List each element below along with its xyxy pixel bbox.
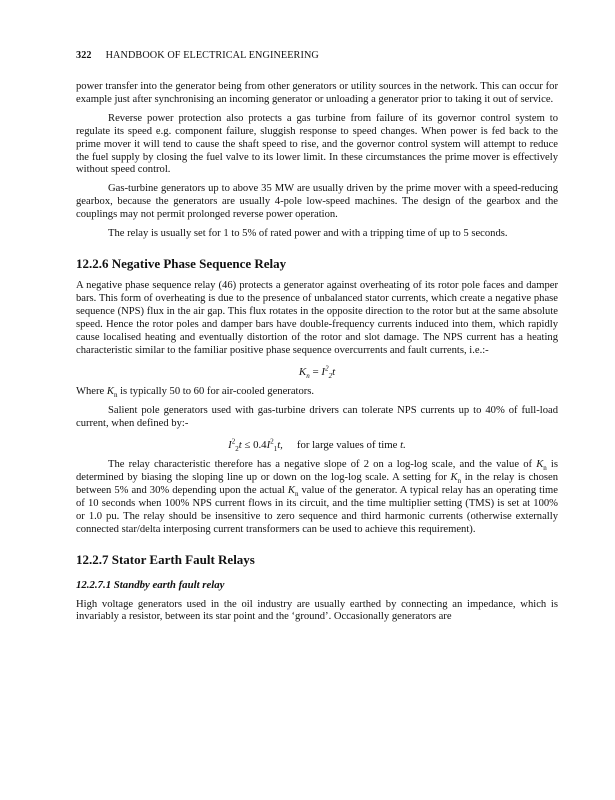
eq2-i-sup: 2 [231, 437, 236, 446]
eq2-i2-sub: 1 [273, 445, 278, 454]
paragraph-4: The relay is usually set for 1 to 5% of rated power and with a tripping time of up to 5 seconds. [108, 228, 508, 240]
eq2-i2-sup: 2 [270, 437, 274, 446]
p6-k: K [106, 386, 114, 398]
eq-i-sub: 2 [328, 372, 333, 381]
running-head-title: HANDBOOK OF ELECTRICAL ENGINEERING [105, 50, 319, 61]
paragraph-9: High voltage generators used in the oil industry are usually earthed by connecting an impedance, which is invariably a resistor, between its star point and the ‘ground’. Occasionally generators are [76, 598, 558, 623]
paragraph-8 [76, 459, 558, 536]
paragraph-6 [76, 386, 558, 399]
eq2-t-end: t. [400, 439, 406, 452]
eq-t: t [332, 366, 336, 379]
p6-text-b: is typically 50 to 60 for air-cooled generators. [117, 386, 315, 398]
eq2-i: I [228, 439, 232, 452]
equation-limit [76, 437, 558, 454]
p8-text-c: in the relay is chosen between 5% and 30% depending upon the actual [76, 472, 558, 496]
eq-equals: = [309, 366, 322, 379]
paragraph-2: Reverse power protection also protects a gas turbine from failure of its governor control system to regulate its speed e.g. component failure, sluggish response to speed changes. When power is fed back to the prime mover it will tend to cause the shaft speed to rise, and the governor control system will attempt to reduce the fuel supply by closing the fuel valve to its lower limit. In these circumstances the prime mover is effectively without speed control. [76, 112, 558, 176]
p8-k2: K [450, 472, 458, 484]
equation-kn [76, 364, 558, 381]
p6-text-a: Where [76, 386, 107, 398]
p8-k3: K [287, 484, 295, 496]
eq2-i-sub: 2 [235, 445, 239, 454]
p8-k3-sub: n [294, 490, 299, 499]
p8-k1-sub: n [543, 464, 547, 473]
p8-text-b: is determined by biasing the sloping line up or down on the log-log scale. A setting for [76, 459, 558, 484]
eq2-i2: I [266, 439, 271, 452]
eq-k-sub: n [306, 372, 310, 381]
paragraph-1: power transfer into the generator being from other generators or utility sources in the network. This can occur for example just after synchronising an incoming generator or unloading a generator prior to taking it out of service. [76, 81, 558, 105]
running-head [76, 50, 558, 61]
eq-k: K [298, 366, 307, 379]
paragraph-3: Gas-turbine generators up to above 35 MW are usually driven by the prime mover with a speed-reducing gearbox, because the generators are usually 4-pole low-speed machines. The design of the gearbox and the couplings may not permit prolonged reverse power operation. [76, 183, 558, 221]
p6-k-sub: n [113, 391, 118, 400]
page [76, 50, 558, 624]
section-heading-12-2-7: 12.2.7 Stator Earth Fault Relays [76, 551, 255, 567]
p8-text-d: value of the generator. A typical relay has an operating time of 10 seconds when 100% NPS current flows in its circuit, and the time multiplier setting (TMS) is set at 100% or 1.0 pu. The relay should be insensitive to zero sequence and third harmonic currents (otherwise externally connected star/delta interposing current transformers can be used to achieve this requirement). [76, 484, 558, 535]
p8-text-a: The relay characteristic therefore has a negative slope of 2 on a log-log scale, and the value of [108, 459, 537, 471]
paragraph-5: A negative phase sequence relay (46) protects a generator against overheating of its rotor pole faces and damper bars. This form of overheating is due to the presence of unbalanced stator currents, which create a negative phase sequence (NPS) flux in the air gap. This flux rotates in the opposite direction to the rotor but at the same absolute speed. Hence the rotor poles and damper bars have double-frequency currents induced into them, which rapidly cause localised heating and eventually distortion of the rotor and slot damage. The NPS current has a heating characteristic similar to the familiar positive phase sequence overcurrents and fault currents, i.e.:- [76, 279, 558, 356]
subsection-heading-12-2-7-1: 12.2.7.1 Standby earth fault relay [76, 578, 225, 591]
eq2-condition: for large values of time [296, 439, 401, 452]
eq-i: I [321, 366, 326, 379]
eq2-le: ≤ 0.4 [241, 439, 267, 452]
page-number: 322 [76, 50, 92, 61]
p8-k2-sub: n [457, 477, 462, 486]
section-heading-12-2-6: 12.2.6 Negative Phase Sequence Relay [76, 255, 287, 271]
paragraph-7: Salient pole generators used with gas-turbine drivers can tolerate NPS currents up to 40% of full-load current, when defined by:- [76, 405, 558, 430]
eq2-t2: t, [277, 439, 283, 452]
eq2-t: t [238, 439, 242, 452]
eq-i-sup: 2 [325, 364, 329, 373]
p8-k1: K [536, 459, 544, 471]
